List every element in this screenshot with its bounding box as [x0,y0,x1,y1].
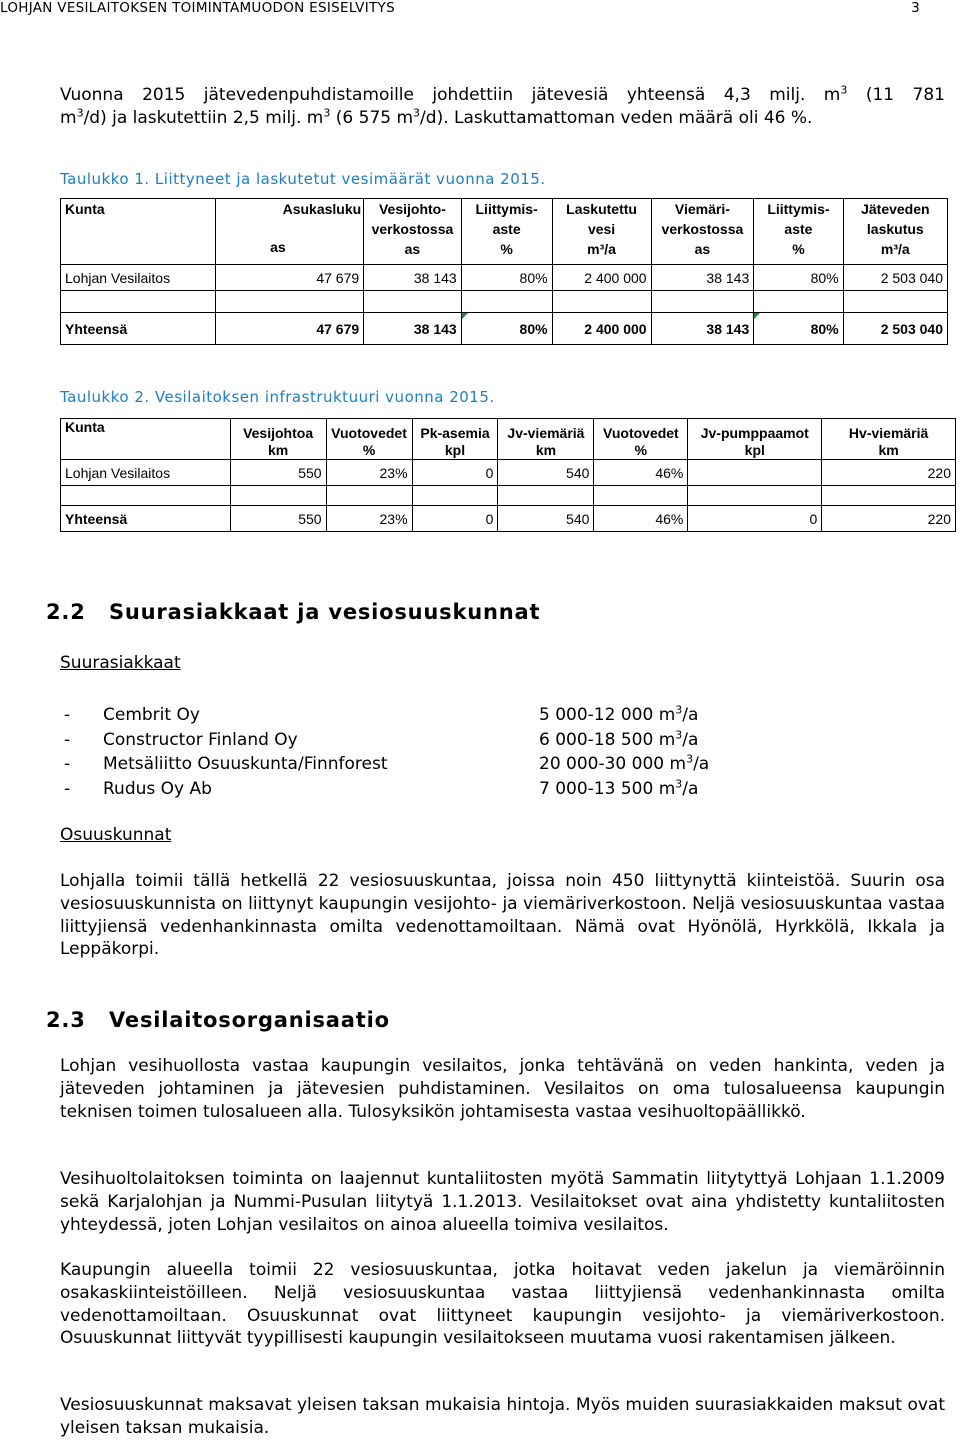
table2-header-cell: Vesijohtoa km [230,419,326,460]
table1-cell: 38 143 [651,265,754,291]
section-number: 2.3 [46,1008,86,1032]
table1-total-cell: 80% [461,313,552,345]
section-title: Vesilaitosorganisaatio [109,1008,390,1032]
table1-cell: 47 679 [216,265,364,291]
running-header [0,0,960,18]
table2-total-cell: 550 [230,506,326,532]
table2-cell: 23% [326,460,412,486]
table2-total-cell: 23% [326,506,412,532]
table1-total-cell: 80% [754,313,843,345]
table1-header-cell: Liittymis- aste % [754,199,843,265]
table1-header-cell: Liittymis- aste % [461,199,552,265]
section-number: 2.2 [46,600,86,624]
table1-header-cell: Viemäri- verkostossa as [651,199,754,265]
table-row [61,265,948,291]
table2-total-row [61,506,956,532]
organisation-paragraph-4: Vesiosuuskunnat maksavat yleisen taksan mukaisia hintoja. Myös muiden suurasiakkaiden maksut ovat yleisen taksan mukaisia. [60,1395,945,1438]
table2-cell: 220 [822,460,956,486]
table1-header-row [61,199,948,265]
table2-caption: Taulukko 2. Vesilaitoksen infrastruktuuri vuonna 2015. [60,388,495,406]
intro-text-2d: /d). Laskuttamattoman veden määrä oli 46 %. [420,107,813,128]
table2-total-cell: 220 [822,506,956,532]
table2-cell: 0 [412,460,498,486]
customer-list [60,703,940,801]
intro-text-2a: m [60,107,77,128]
list-item: - Cembrit Oy 5 000-12 000 $m^3/a$ [64,703,699,725]
table1-cell: 2 503 040 [843,265,947,291]
intro-text-2b: /d) ja laskutettiin 2,5 milj. m [83,107,324,128]
table2-header-cell: Vuotovedet % [326,419,412,460]
table1 [60,198,948,345]
organisation-paragraph-3: Kaupungin alueella toimii 22 vesiosuuskuntaa, jotka hoitavat veden jakelun ja viemäröinnin osakaskiinteistöilleen. Neljä vesiosuuskuntaa vastaa liittyjiensä vedenhankinnasta omilta vedenottamoiltaan. Osuuskunnat ovat liittyneet kaupungin vesijohto- ja viemäriverkostoon. Osuuskunnat liittyvät tyypillisesti kaupungin vesilaitokseen muutama vuosi rakentamisen jälkeen. [60,1260,945,1349]
table2-cell: 540 [498,460,594,486]
table2-total-cell: 0 [412,506,498,532]
table-row [61,460,956,486]
table1-caption: Taulukko 1. Liittyneet ja laskutetut vesimäärät vuonna 2015. [60,170,546,188]
page-number: 3 [911,0,920,16]
table1-total-cell: Yhteensä [61,313,216,345]
list-item: - Rudus Oy Ab 7 000-13 500 $m^3/a$ [64,777,699,799]
table1-cell: 2 400 000 [552,265,651,291]
table1-total-row [61,313,948,345]
organisation-paragraph-2: Vesihuoltolaitoksen toiminta on laajennut kuntaliitosten myötä Sammatin liitytyttyä Lohjaan 1.1.2009 sekä Karjalohjan ja Nummi-Pusulan liitytyä 1.1.2013. Vesilaitokset ovat aina yhdistetty kuntaliitosten yhteydessä, joten Lohjan vesilaitos on ainoa alueella toimiva vesilaitos. [60,1169,945,1235]
table1-header-cell: Jäteveden laskutus m³/a [843,199,947,265]
table1-header-cell: Asukasluku as [216,199,364,265]
table2-header-cell: Kunta [61,419,231,460]
organisation-paragraph-1: Lohjan vesihuollosta vastaa kaupungin vesilaitos, jonka tehtävänä on veden hankinta, veden ja jäteveden johtaminen ja jätevesien puhdistaminen. Vesilaitos on oma tulosalueensa kaupungin teknisen toimen tulosalueen alla. Tulosyksikön johtamisesta vastaa vesihuoltopäällikkö. [60,1056,945,1122]
table2-header-row [61,419,956,460]
table2-total-cell: 540 [498,506,594,532]
table-row-empty [61,291,948,313]
table2-header-cell: Jv-viemäriä km [498,419,594,460]
table1-total-cell: 2 400 000 [552,313,651,345]
osuuskunnat-paragraph: Lohjalla toimii tällä hetkellä 22 vesiosuuskuntaa, joissa noin 450 liittynyttä kiinteistöä. Suurin osa vesiosuuskunnista on liittynyt kaupungin vesijohto- ja viemäriverkostoon. Neljä vesiosuuskuntaa vastaa liittyjiensä vedenhankinnasta omilta vedenottamoiltaan. Nämä ovat Hyönölä, Hyrkkölä, Ikkala ja Leppäkorpi. [60,871,945,960]
table-row-empty [61,486,956,506]
table1-cell: 80% [754,265,843,291]
table2-header-cell: Vuotovedet % [594,419,688,460]
table1-cell: Lohjan Vesilaitos [61,265,216,291]
table2-header-cell: Pk-asemia kpl [412,419,498,460]
list-item: - Constructor Finland Oy 6 000-18 500 $m^3/a$ [64,727,699,750]
list-item: - Metsäliitto Osuuskunta/Finnforest 20 000-30 000 $m^3/a$ [64,752,710,775]
table2-total-cell: Yhteensä [61,506,231,532]
section-2-2-heading [46,600,540,624]
intro-sup-4: 3 [413,106,421,120]
table2-cell: Lohjan Vesilaitos [61,460,231,486]
section-2-3-heading [46,1008,390,1032]
table2-cell: 46% [594,460,688,486]
table1-total-cell: 38 143 [364,313,462,345]
intro-text-1: Vuonna 2015 jätevedenpuhdistamoille johdettiin jätevesiä yhteensä 4,3 milj. m [60,85,841,105]
intro-text-1b: (11 781 [847,85,945,105]
table2-total-cell: 46% [594,506,688,532]
table1-cell: 38 143 [364,265,462,291]
table1-total-cell: 38 143 [651,313,754,345]
document-title: LOHJAN VESILAITOKSEN TOIMINTAMUODON ESISELVITYS [0,0,395,16]
section-title: Suurasiakkaat ja vesiosuuskunnat [109,600,541,624]
intro-sup-2: 3 [76,106,84,120]
table2-header-cell: Jv-pumppaamot kpl [688,419,822,460]
subheading-suurasiakkaat: Suurasiakkaat [60,653,181,673]
intro-text-2c: (6 575 m [330,107,414,128]
intro-sup-3: 3 [323,106,331,120]
table1-total-cell: 47 679 [216,313,364,345]
subheading-osuuskunnat: Osuuskunnat [60,825,172,845]
table2 [60,418,956,532]
table1-header-cell: Kunta [61,199,216,265]
intro-paragraph [60,84,945,130]
table1-header-cell: Laskutettu vesi m³/a [552,199,651,265]
table1-header-cell: Vesijohto- verkostossa as [364,199,462,265]
table2-header-cell: Hv-viemäriä km [822,419,956,460]
table1-total-cell: 2 503 040 [843,313,947,345]
table1-cell: 80% [461,265,552,291]
table2-cell [688,460,822,486]
table2-cell: 550 [230,460,326,486]
table2-total-cell: 0 [688,506,822,532]
intro-sup-1: 3 [840,83,848,97]
